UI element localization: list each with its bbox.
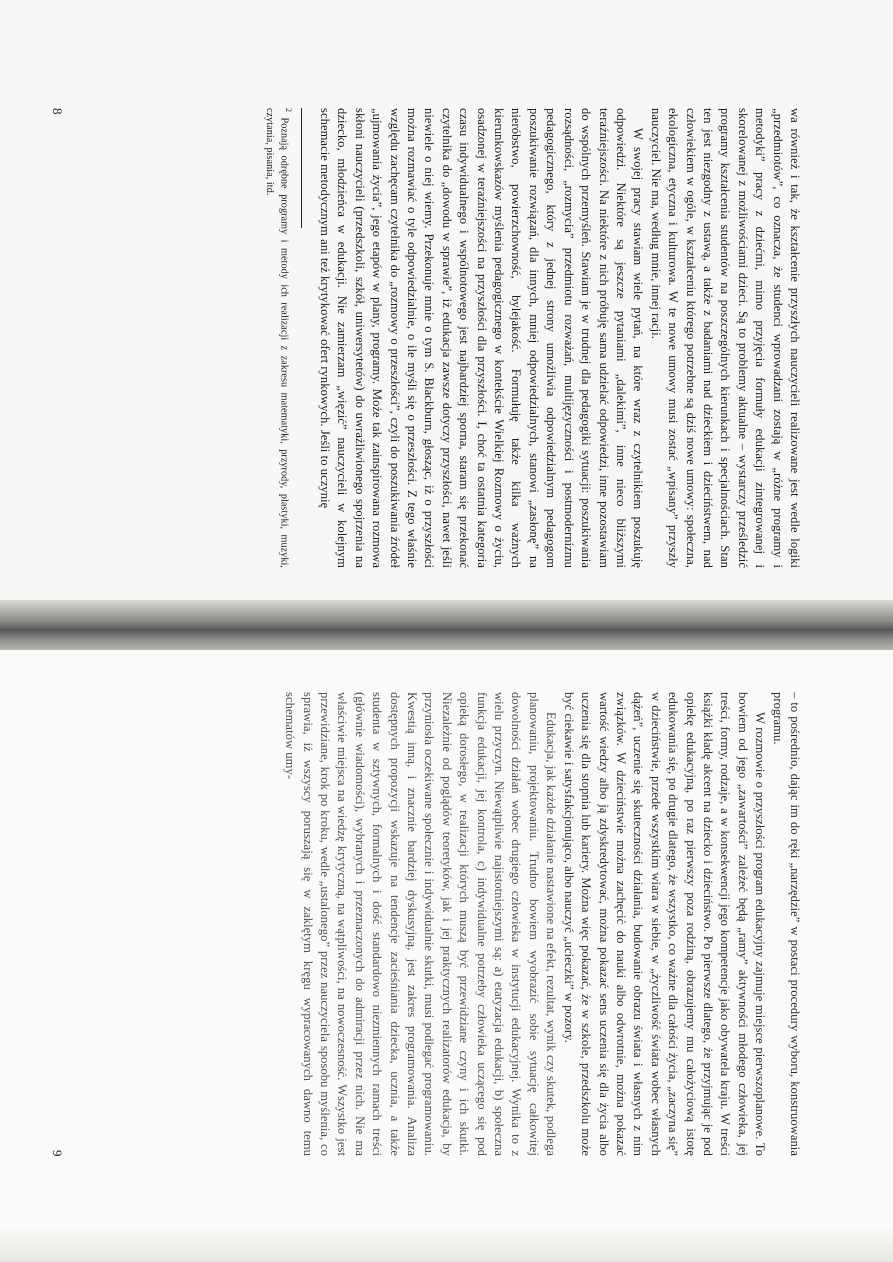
right-page-text — [281, 692, 803, 1156]
paragraph: – to pośrednio, dając im do ręki „narzędzie” w postaci procedury wyboru, konstruowania programu. — [770, 692, 802, 1156]
footnote-text: Poznają odrębne programy i metody ich realizacji z zakresu matematyki, przyrody, plastyki, muzyki, czytania, pisania, itd. — [264, 108, 290, 568]
paragraph: Edukacja, jak każde działanie nastawione na efekt, rezultat, wynik czy skutek, podlega planowaniu, projektowaniu. Trudno bowiem wyobrazić sobie sytuację całkowitej dowolności działań wobec drugiego człowieka w instytucji edukacyjnej. Wynika to z wielu przyczyn. Niewątpliwie najistotniejszymi są: a) etatyzacja edukacji, b) społeczna funkcja edukacji, jej kontrola, c) indywidualne potrzeby człowieka uczącego się pod opieką dorosłego, w realizacji których muszą być przewidziane czyny i ich skutki. Niezależnie od poglądów teoretyków, jak i jej praktycznych realizatorów edukacja, by przyniosła oczekiwane społecznie i indywidualnie skutki, musi podlegać programowaniu. Kwestią inną, i znacznie bardziej dyskusyjną, jest zakres programowania. Analiza dostępnych propozycji wskazuje na tendencje zacieśniania dziecka, ucznia, a także studenta w sztywnych, formalnych i dość standardowo niezmiennych ramach treści (głównie wiadomości), wybranych i przeznaczonych do admiracji przez nich. Nie ma właściwie miejsca na wiedzę krytyczną, na wątpliwości, na nowoczesność. Wszystko jest przewidziane, krok po kroku, wedle „ustalonego” przez nauczyciela sposobu myślenia, co sprawia, iż wszyscy poruszają się w zaklętym kręgu wypracowanych dawno temu schematów umy- — [283, 692, 559, 1156]
page-number: 9 — [50, 1150, 65, 1157]
left-page-text — [262, 108, 803, 568]
page-edge-fade — [0, 1226, 893, 1262]
right-page — [0, 650, 893, 1262]
footnote — [262, 108, 294, 568]
paragraph: W swojej pracy stawiam wiele pytań, na które wraz z czytelnikiem poszukuję odpowiedzi. Niektóre są jeszcze pytaniami „dalekimi”, inne nieco bliższymi teraźniejszości. Na niektóre z nich próbuję sama udzielać odpowiedzi, inne pozostawiam do wspólnych przemyśleń. Stawiam je w trudnej dla pedagogiki sytuacji: poszukiwania rozsądności, „rozmycia” przedmiotu rozważań, multijęzyczności i postmodernizmu pedagogicznego, który z jednej strony umożliwia odpowiedzialnym pedagogom poszukiwanie rozwiązań, dla innych, mniej odpowiedzialnych, stanowi „zasłonę” na nieróbstwo, powierzchowność, bylejakość. Formułuję także kilka ważnych kierunkowskazów myślenia pedagogicznego w kontekście Wielkiej Rozmowy o życiu, osadzonej w teraźniejszości na przyszłości dla przyszłości. I, choć ta ostatnia kategoria czasu indywidualnego i wspólnotowego jest najbardziej sporna, staram się przekonać czytelnika do „dowodu w sprawie”, iż edukacja zawsze dotyczy przyszłości, nawet jeśli niewiele o niej wiemy. Przekonuje mnie o tym S. Blackburn, głosząc, iż o przyszłości można rozmawiać o tyle odpowiedzialnie, o ile myśli się o przeszłości. Z tego właśnie względu zachęcam czytelnika do „rozmowy o przeszłości”, czyli do poszukiwania źródeł „ujmowania życia”, jego etapów w plany, programy. Może tak zainspirowana rozmowa skłoni nauczycieli (przedszkoli, szkół, uniwersytetów) do uwrażliwionego spojrzenia na dziecko, młodzieńca w edukacji. Nie zamierzam „więzić” nauczycieli w kolejnym schemacie metodycznym ani też krytykować ofert rynkowych. Jeśli to uczynię — [318, 108, 646, 568]
page-number: 8 — [50, 108, 65, 115]
paragraph: wa również i tak, że kształcenie przyszłych nauczycieli realizowane jest wedle logiki „przedmiotów”, co oznacza, że studenci wprowadzani zostają w „różne programy i metodyki” pracy z dziećmi, mimo przyjęcia formuły edukacji zintegrowanej i skorelowanej z możliwościami dzieci. Są to problemy aktualne – wystarczy prześledzić programy kształcenia studentów na poszczególnych kierunkach i specjalnościach. Stan ten jest niezgodny z ustawą, a także z badaniami nad dzieckiem i dzieciństwem, nad człowiekiem w ogóle, w kształceniu którego potrzebne są dziś nowe umowy: społeczna, ekologiczna, etyczna i kulturowa. W te nowe umowy musi zostać „wpisany” przyszły nauczyciel. Nie ma, według mnie, innej racji. — [648, 108, 802, 568]
paragraph: W rozmowie o przyszłości program edukacyjny zajmuje miejsce pierwszoplanowe. To bowiem od jego „zawartości” zależeć będą „ramy” aktywności młodego człowieka, jej treści, formy, rodzaje, a w konsekwencji jego kompetencje jako obywatela kraju. W treści książki kładę akcent na dziecko i dzieciństwo. Po pierwsze dlatego, że przyjmując je pod opiekę edukacyjną, po raz pierwszy poza rodziną, obrazujemy mu całożyciową istotę edukowania się, po drugie dlatego, że wszystko, co ważne dla całości życia, „zaczyna się” w dzieciństwie, przede wszystkim wiara w siebie, w „życzliwość świata wobec własnych dążeń”, uczenie się skuteczności działania, budowanie obrazu świata i własnych z nim związków. W dzieciństwie można zachęcić do nauki albo odwrotnie, można pokazać wartość wiedzy albo ją zdyskredytować, można pokazać sens uczenia się dla życia albo uczenia się dla stopnia lub kariery. Można więc pokazać, że w szkole, przedszkolu może być ciekawie i satysfakcjonująco, albo nauczyć „ucieczki” w pozory. — [561, 692, 768, 1156]
footnote-mark: 2 — [283, 108, 293, 113]
footnote-rule — [301, 108, 302, 228]
left-page — [0, 0, 893, 610]
